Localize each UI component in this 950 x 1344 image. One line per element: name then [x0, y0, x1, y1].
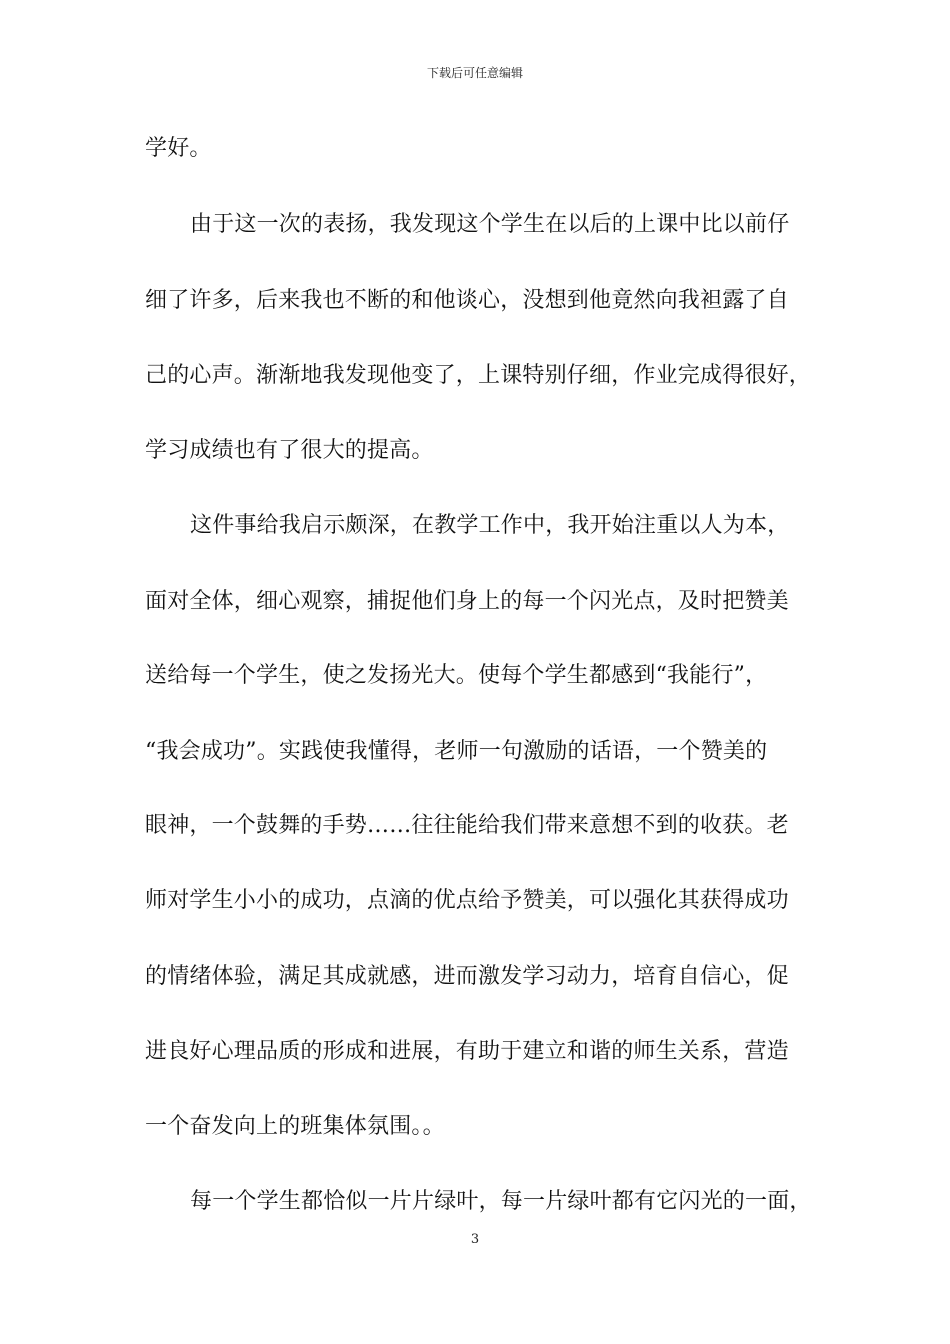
body-line: 每一个学生都恰似一片片绿叶，每一片绿叶都有它闪光的一面，: [190, 1189, 812, 1214]
page-header: 下载后可任意编辑: [426, 66, 523, 80]
body-line: 己的心声。渐渐地我发现他变了，上课特别仔细，作业完成得很好，: [145, 363, 812, 388]
body-line: “我会成功”。实践使我懂得，老师一句激励的话语，一个赞美的: [145, 739, 768, 764]
page-number: 3: [470, 1232, 480, 1247]
body-line: 师对学生小小的成功，点滴的优点给予赞美，可以强化其获得成功: [145, 888, 789, 913]
body-line: 细了许多，后来我也不断的和他谈心，没想到他竟然向我袒露了自: [145, 288, 789, 313]
body-line: 学习成绩也有了很大的提高。: [145, 438, 434, 463]
body-line: 由于这一次的表扬，我发现这个学生在以后的上课中比以前仔: [190, 212, 790, 237]
body-line: 面对全体，细心观察，捕捉他们身上的每一个闪光点，及时把赞美: [145, 589, 789, 614]
body-line: 的情绪体验，满足其成就感，进而激发学习动力，培育自信心，促: [145, 964, 789, 989]
body-line: 一个奋发向上的班集体氛围。。: [145, 1114, 445, 1139]
body-line: 进良好心理品质的形成和进展，有助于建立和谐的师生关系，营造: [145, 1039, 789, 1064]
body-line: 这件事给我启示颇深，在教学工作中，我开始注重以人为本，: [190, 513, 790, 538]
body-line: 送给每一个学生，使之发扬光大。使每个学生都感到“我能行”，: [145, 663, 768, 688]
body-line: 学好。: [145, 136, 212, 161]
body-line: 眼神，一个鼓舞的手势……往往能给我们带来意想不到的收获。老: [145, 813, 789, 838]
